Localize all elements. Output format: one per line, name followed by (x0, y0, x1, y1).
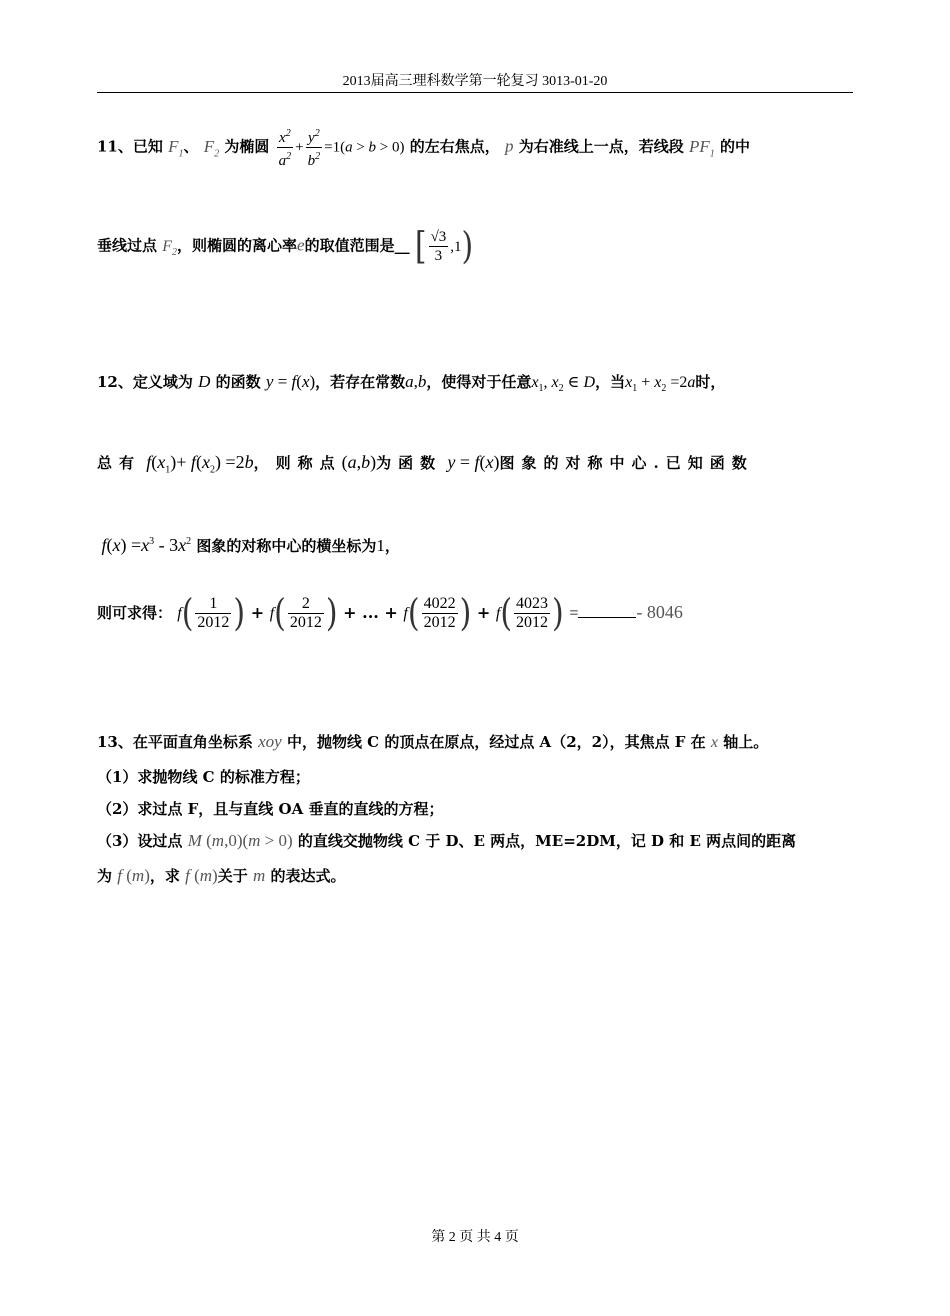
q13-part-3: （3）设过点 M (m,0)(m > 0) 的直线交抛物线 C 于 D、E 两点，ME=2DM，记 D 和 E 两点间的距离 (97, 831, 797, 850)
formula-ab: a,b (405, 372, 427, 391)
formula-m-point: M (m,0)(m > 0) (187, 831, 293, 850)
answer-blank (578, 617, 636, 618)
q11-number: 11、 (97, 137, 133, 156)
formula-sum: f( $\frac{1}{2012}$ ) + f( $\frac{2}{2012}$ ) + ... + f( $\frac{4022}{2012}$ ) + f( $\frac{4023}{2012}$ ) = (177, 591, 579, 635)
q11-line-2: 垂线过点 $F_2$，则椭圆的离心率e的取值范围是__ [ $\frac{√3}{3}$ ,1) (97, 224, 474, 268)
q13-number: 13、 (97, 733, 133, 751)
formula-d: D (198, 372, 211, 391)
formula-y-fx: y = f(x) (265, 372, 316, 391)
formula-fm: f (m) (117, 866, 150, 885)
formula-p: p (505, 136, 514, 156)
formula-pf1: $PF_1$ (688, 136, 715, 159)
formula-x1-plus-x2: $x_1 + x_2 =2a$ (625, 374, 696, 395)
q12-line-1: 12、定义域为 D 的函数 y = f(x)，若存在常数a,b，使得对于任意$x_1$, $x_2$ ∈ D，当$x_1 + x_2 =2a$时， (97, 372, 726, 395)
header-rule (97, 92, 853, 93)
q12-line-3: $f(x) =x^3 - 3x^2$ 图象的对称中心的横坐标为1， (97, 535, 400, 555)
formula-m: m (252, 866, 266, 885)
formula-fx-cubic: $f(x) =x^3 - 3x^2$ (97, 535, 192, 555)
q12-line-4: 则可求得： f( $\frac{1}{2012}$ ) + f( $\frac{2}{2012}$ ) + ... + f( $\frac{4022}{2012}$ ) + f( $\frac{4023}{2012}$ ) = - 8046 (97, 591, 683, 635)
q13-part-1: （1）求抛物线 C 的标准方程； (97, 768, 310, 786)
formula-y-fx: y = f(x) (447, 452, 500, 472)
formula-point-ab: (a,b) (341, 452, 377, 472)
formula-f1: $F_1$ (168, 136, 184, 159)
q13-part-2: （2）求过点 F，且与直线 OA 垂直的直线的方程； (97, 800, 444, 818)
formula-x1x2-in-d: $x_1$, $x_2$ ∈ D (531, 374, 596, 395)
formula-f2: $F_2$ (203, 136, 220, 159)
formula-ellipse-x: $\frac{x^2}{a^2}$ (277, 125, 294, 170)
formula-fx1-fx2: $f(x_1)+ f(x_2) =2b$ (146, 452, 254, 476)
formula-xoy: xoy (258, 732, 282, 751)
q11-line-1: 11、已知 $F_1$、 $F_2$ 为椭圆 $\frac{x^2}{a^2}$ + $\frac{y^2}{b^2}$ =1(a > b > 0) 的左右焦点， p 为右准线上一点，若线段 $PF_1$ 的中 (97, 125, 857, 170)
formula-fm: f (m) (185, 866, 218, 885)
page-header: 2013届高三理科数学第一轮复习 3013-01-20 (342, 74, 608, 89)
formula-answer-range: [ $\frac{√3}{3}$ ,1) (414, 224, 474, 268)
formula-ellipse-y: $\frac{y^2}{b^2}$ (306, 125, 323, 170)
q13-line-1: 13、在平面直角坐标系 xoy 中，抛物线 C 的顶点在原点，经过点 A（2，2），其焦点 F 在 x 轴上。 (97, 732, 769, 751)
formula-x: x (710, 734, 719, 751)
formula-e: e (297, 235, 305, 255)
q12-answer: - 8046 (636, 602, 683, 622)
q12-number: 12、 (97, 373, 133, 391)
formula-f2: $F_2$ (162, 237, 178, 258)
q12-line-2: 总有 $f(x_1)+ f(x_2) =2b$，则称点(a,b)为函数 y = f(x)图象的对称中心.已知函数 (97, 452, 754, 476)
q13-part-3-cont: 为 f (m)，求 f (m)关于 m 的表达式。 (97, 866, 346, 885)
page-footer: 第 2 页 共 4 页 (431, 1230, 519, 1245)
answer-blank: __ (394, 236, 410, 255)
